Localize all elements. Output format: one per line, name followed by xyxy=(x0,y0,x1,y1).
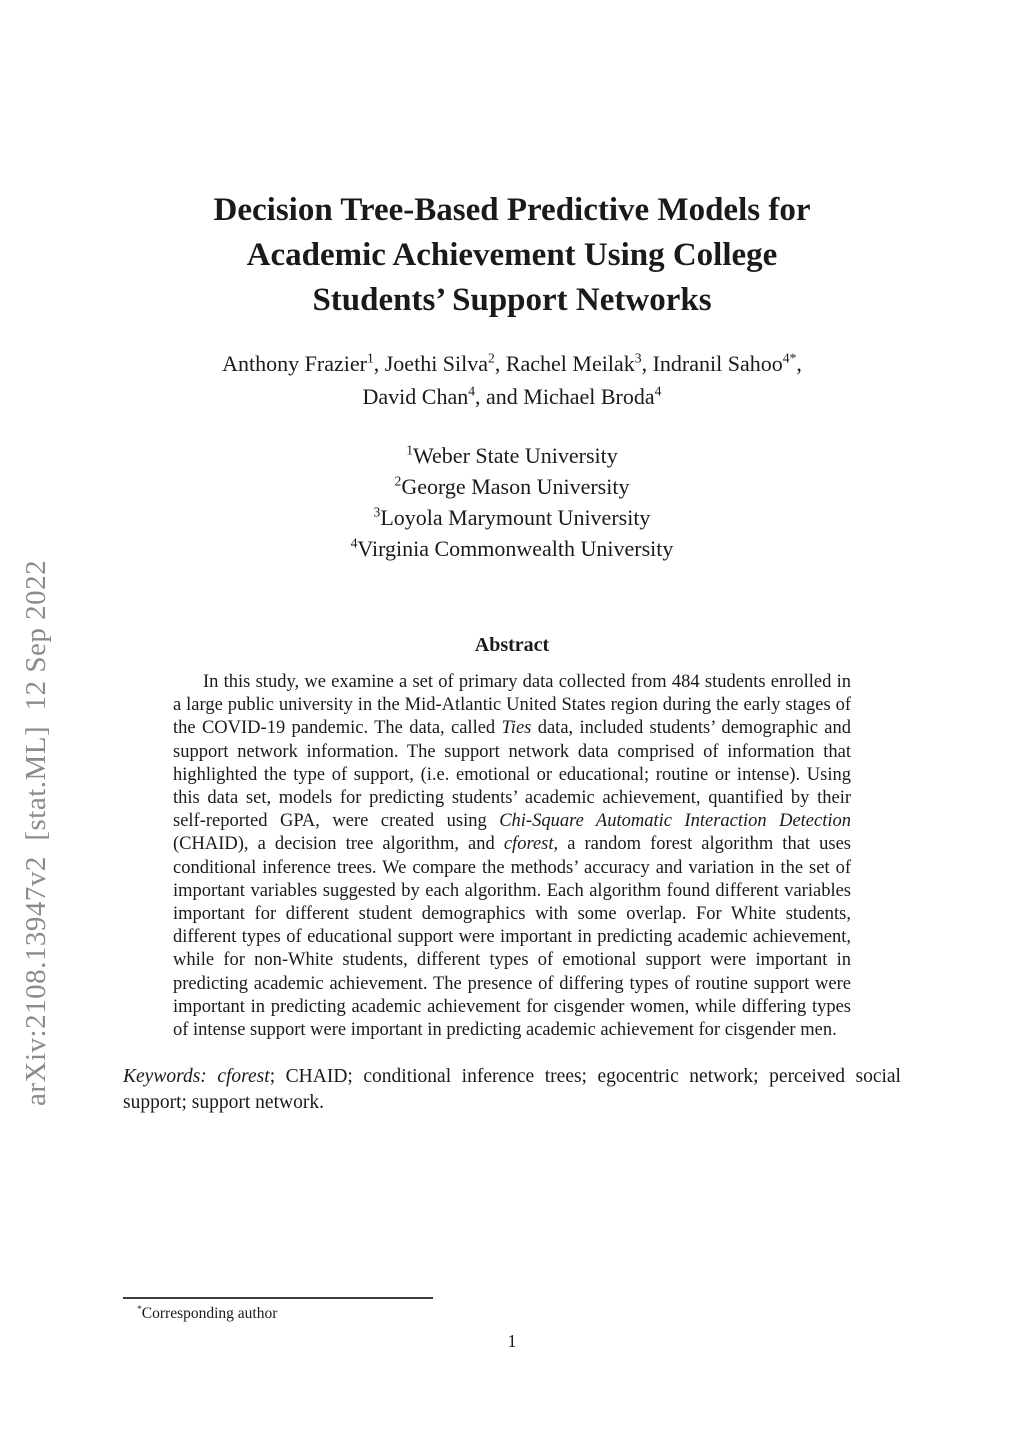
abstract-segment-italic: Chi-Square Automatic Interaction Detection xyxy=(499,811,852,832)
author-affiliation-mark: 1 xyxy=(366,350,374,366)
footnote-marker: * xyxy=(137,1303,142,1315)
author-name: David Chan xyxy=(362,384,469,409)
author-name: Joethi Silva xyxy=(384,351,489,376)
abstract-segment: data, included students’ demographic and support network information. The support network data comprised of information that highlighted the type of support, (i.e. emotional or educational; routine or intense). Using this data set, models for predicting students’ academic achievement, quantified by their self-reported GPA, were created using xyxy=(173,718,851,832)
abstract-heading: Abstract xyxy=(474,634,550,656)
author-name: Anthony Frazier xyxy=(222,351,367,376)
paper-title-line1: Decision Tree-Based Predictive Models for xyxy=(213,192,811,228)
author-name: Indranil Sahoo xyxy=(652,351,783,376)
paper-title-line3: Students’ Support Networks xyxy=(312,282,712,318)
page-number: 1 xyxy=(507,1331,517,1351)
author-line-2 xyxy=(0,380,1024,413)
affiliation-name: George Mason University xyxy=(401,474,630,499)
author-name: Michael Broda xyxy=(523,384,655,409)
footnote-text: Corresponding author xyxy=(141,1305,278,1322)
author-affiliation-mark: 2 xyxy=(488,350,495,366)
footnote-text-line xyxy=(123,1305,823,1323)
arxiv-identifier-watermark: arXiv:2108.13947v2 [stat.ML] 12 Sep 2022 xyxy=(20,559,52,1106)
author-affiliation-mark: 4 xyxy=(468,383,476,399)
abstract-segment: In this study, we examine a set of primary data collected from 484 students enrolled in a large public university in the Mid-Atlantic United States region during the early stages of the COVID-19 pandemic. The data, called xyxy=(173,672,851,739)
affiliation-item xyxy=(0,502,1024,533)
paper-title xyxy=(0,0,1024,323)
affiliation-name: Loyola Marymount University xyxy=(380,505,651,530)
author-line-1 xyxy=(0,347,1024,380)
author-list xyxy=(0,347,1024,413)
author-separator: , and xyxy=(475,384,524,409)
author-affiliation-mark: 4* xyxy=(782,350,797,366)
author-name: Rachel Meilak xyxy=(505,351,635,376)
affiliation-item xyxy=(0,533,1024,564)
author-separator: , xyxy=(373,351,385,376)
abstract-segment: , a random forest algorithm that uses conditional inference trees. We compare the methods’ accuracy and variation in the set of important variables suggested by each algorithm. Each algorithm found different variables important for different student demographics with some overlap. For White students, different types of educational support were important in predicting academic achievement, while for non-White students, different types of emotional support were important in predicting academic achievement. The presence of differing types of routine support were important in predicting academic achievement for cisgender women, while differing types of intense support were important in predicting academic achievement for cisgender men. xyxy=(173,834,851,1041)
author-separator: , xyxy=(494,351,506,376)
author-affiliation-mark: 4 xyxy=(654,383,662,399)
abstract-text xyxy=(173,671,851,1042)
affiliation-number: 1 xyxy=(406,442,414,458)
abstract-segment-italic: Ties xyxy=(501,718,532,739)
affiliation-item xyxy=(0,471,1024,502)
author-separator: , xyxy=(641,351,653,376)
affiliation-list xyxy=(0,440,1024,564)
affiliation-number: 3 xyxy=(373,504,381,520)
keyword-cforest: cforest xyxy=(217,1066,270,1088)
keywords-label: Keywords: xyxy=(123,1066,218,1088)
footnote xyxy=(123,1297,823,1323)
affiliation-number: 2 xyxy=(394,473,402,489)
abstract-segment-italic: cforest xyxy=(503,834,554,855)
author-separator: , xyxy=(796,351,802,376)
author-affiliation-mark: 3 xyxy=(634,350,642,366)
affiliation-name: Weber State University xyxy=(413,443,618,468)
keywords-list: ; CHAID; conditional inference trees; egocentric network; perceived social support; support network. xyxy=(123,1066,901,1114)
footnote-rule xyxy=(123,1297,433,1299)
keywords-line xyxy=(123,1064,901,1116)
paper-title-line2: Academic Achievement Using College xyxy=(246,237,778,273)
affiliation-item xyxy=(0,440,1024,471)
affiliation-number: 4 xyxy=(350,535,358,551)
abstract-segment: (CHAID), a decision tree algorithm, and xyxy=(173,834,504,855)
affiliation-name: Virginia Commonwealth University xyxy=(357,536,674,561)
